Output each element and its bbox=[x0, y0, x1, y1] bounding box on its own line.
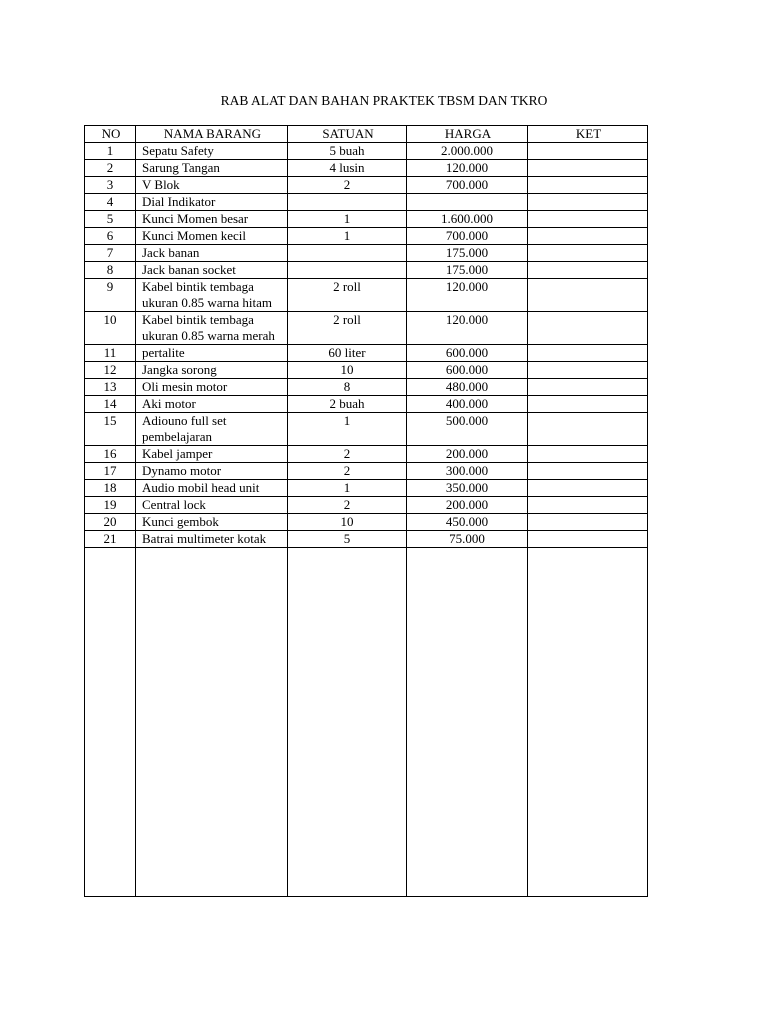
cell-ket bbox=[528, 362, 648, 379]
cell-harga: 500.000 bbox=[407, 413, 528, 446]
cell-ket bbox=[528, 245, 648, 262]
cell-satuan bbox=[288, 245, 407, 262]
header-no: NO bbox=[85, 126, 136, 143]
cell-satuan: 2 roll bbox=[288, 312, 407, 345]
document-title: RAB ALAT DAN BAHAN PRAKTEK TBSM DAN TKRO bbox=[220, 93, 548, 108]
cell-satuan: 1 bbox=[288, 211, 407, 228]
cell-nama-barang: Audio mobil head unit bbox=[136, 480, 288, 497]
cell-no: 15 bbox=[85, 413, 136, 446]
cell-ket bbox=[528, 279, 648, 312]
cell-no: 5 bbox=[85, 211, 136, 228]
table-row bbox=[85, 497, 648, 514]
cell-harga: 200.000 bbox=[407, 497, 528, 514]
table-header-row bbox=[85, 126, 648, 143]
cell-ket bbox=[528, 497, 648, 514]
cell-harga: 2.000.000 bbox=[407, 143, 528, 160]
table-row bbox=[85, 143, 648, 160]
cell-satuan bbox=[288, 194, 407, 211]
cell-harga: 200.000 bbox=[407, 446, 528, 463]
table-row bbox=[85, 177, 648, 194]
cell-ket bbox=[528, 228, 648, 245]
cell-harga: 175.000 bbox=[407, 262, 528, 279]
header-satuan: SATUAN bbox=[288, 126, 407, 143]
header-ket: KET bbox=[528, 126, 648, 143]
cell-no: 9 bbox=[85, 279, 136, 312]
cell-ket bbox=[528, 143, 648, 160]
table-row bbox=[85, 531, 648, 548]
cell-satuan: 60 liter bbox=[288, 345, 407, 362]
cell-harga: 700.000 bbox=[407, 228, 528, 245]
cell-harga: 480.000 bbox=[407, 379, 528, 396]
cell-satuan bbox=[288, 262, 407, 279]
table-row bbox=[85, 245, 648, 262]
cell-satuan: 10 bbox=[288, 362, 407, 379]
cell-harga: 120.000 bbox=[407, 279, 528, 312]
cell-nama-barang: Dial Indikator bbox=[136, 194, 288, 211]
cell-nama-barang: Jack banan bbox=[136, 245, 288, 262]
cell-no: 12 bbox=[85, 362, 136, 379]
table-row bbox=[85, 279, 648, 312]
cell-no: 19 bbox=[85, 497, 136, 514]
cell-nama-barang: Oli mesin motor bbox=[136, 379, 288, 396]
cell-harga: 120.000 bbox=[407, 312, 528, 345]
cell-no: 4 bbox=[85, 194, 136, 211]
cell-ket bbox=[528, 396, 648, 413]
cell-nama-barang: Central lock bbox=[136, 497, 288, 514]
cell-satuan: 2 bbox=[288, 463, 407, 480]
cell-nama-barang: Jack banan socket bbox=[136, 262, 288, 279]
cell-nama-barang: Kabel jamper bbox=[136, 446, 288, 463]
cell-ket bbox=[528, 480, 648, 497]
cell-harga: 120.000 bbox=[407, 160, 528, 177]
cell-nama-barang: V Blok bbox=[136, 177, 288, 194]
cell-ket bbox=[528, 345, 648, 362]
cell-satuan: 8 bbox=[288, 379, 407, 396]
cell-satuan: 2 roll bbox=[288, 279, 407, 312]
cell-satuan: 4 lusin bbox=[288, 160, 407, 177]
cell-ket bbox=[528, 514, 648, 531]
cell-satuan: 2 buah bbox=[288, 396, 407, 413]
empty-cell bbox=[407, 548, 528, 897]
empty-row bbox=[85, 548, 648, 897]
budget-table bbox=[84, 125, 648, 897]
table-row bbox=[85, 194, 648, 211]
cell-satuan: 2 bbox=[288, 446, 407, 463]
header-harga: HARGA bbox=[407, 126, 528, 143]
cell-no: 2 bbox=[85, 160, 136, 177]
cell-nama-barang: Kunci Momen besar bbox=[136, 211, 288, 228]
cell-ket bbox=[528, 211, 648, 228]
cell-harga: 300.000 bbox=[407, 463, 528, 480]
cell-harga: 700.000 bbox=[407, 177, 528, 194]
cell-satuan: 2 bbox=[288, 497, 407, 514]
table-row bbox=[85, 480, 648, 497]
cell-satuan: 1 bbox=[288, 228, 407, 245]
cell-nama-barang: Kabel bintik tembaga ukuran 0.85 warna merah bbox=[136, 312, 288, 345]
cell-harga: 75.000 bbox=[407, 531, 528, 548]
cell-no: 10 bbox=[85, 312, 136, 345]
cell-nama-barang: Adiouno full set pembelajaran bbox=[136, 413, 288, 446]
table-body bbox=[85, 143, 648, 897]
table-row bbox=[85, 211, 648, 228]
cell-nama-barang: Kabel bintik tembaga ukuran 0.85 warna hitam bbox=[136, 279, 288, 312]
table-row bbox=[85, 362, 648, 379]
table-row bbox=[85, 413, 648, 446]
cell-no: 16 bbox=[85, 446, 136, 463]
cell-ket bbox=[528, 194, 648, 211]
cell-nama-barang: Batrai multimeter kotak bbox=[136, 531, 288, 548]
cell-no: 17 bbox=[85, 463, 136, 480]
empty-cell bbox=[85, 548, 136, 897]
empty-cell bbox=[288, 548, 407, 897]
cell-nama-barang: Sepatu Safety bbox=[136, 143, 288, 160]
table-row bbox=[85, 379, 648, 396]
cell-nama-barang: Aki motor bbox=[136, 396, 288, 413]
cell-satuan: 2 bbox=[288, 177, 407, 194]
table-row bbox=[85, 312, 648, 345]
table-row bbox=[85, 396, 648, 413]
table-row bbox=[85, 160, 648, 177]
cell-ket bbox=[528, 177, 648, 194]
cell-satuan: 1 bbox=[288, 480, 407, 497]
table-row bbox=[85, 463, 648, 480]
cell-nama-barang: Kunci Momen kecil bbox=[136, 228, 288, 245]
cell-no: 7 bbox=[85, 245, 136, 262]
cell-satuan: 10 bbox=[288, 514, 407, 531]
cell-harga: 450.000 bbox=[407, 514, 528, 531]
cell-satuan: 1 bbox=[288, 413, 407, 446]
cell-harga bbox=[407, 194, 528, 211]
cell-harga: 350.000 bbox=[407, 480, 528, 497]
empty-cell bbox=[528, 548, 648, 897]
cell-no: 6 bbox=[85, 228, 136, 245]
cell-nama-barang: Dynamo motor bbox=[136, 463, 288, 480]
cell-harga: 400.000 bbox=[407, 396, 528, 413]
cell-no: 20 bbox=[85, 514, 136, 531]
cell-ket bbox=[528, 413, 648, 446]
cell-nama-barang: Sarung Tangan bbox=[136, 160, 288, 177]
cell-no: 21 bbox=[85, 531, 136, 548]
cell-no: 1 bbox=[85, 143, 136, 160]
cell-satuan: 5 buah bbox=[288, 143, 407, 160]
cell-harga: 1.600.000 bbox=[407, 211, 528, 228]
cell-ket bbox=[528, 262, 648, 279]
cell-no: 11 bbox=[85, 345, 136, 362]
cell-satuan: 5 bbox=[288, 531, 407, 548]
cell-nama-barang: Jangka sorong bbox=[136, 362, 288, 379]
cell-harga: 175.000 bbox=[407, 245, 528, 262]
table-row bbox=[85, 446, 648, 463]
cell-no: 13 bbox=[85, 379, 136, 396]
cell-ket bbox=[528, 312, 648, 345]
cell-no: 14 bbox=[85, 396, 136, 413]
table-row bbox=[85, 262, 648, 279]
header-nama-barang: NAMA BARANG bbox=[136, 126, 288, 143]
cell-nama-barang: pertalite bbox=[136, 345, 288, 362]
cell-ket bbox=[528, 379, 648, 396]
cell-no: 18 bbox=[85, 480, 136, 497]
cell-ket bbox=[528, 160, 648, 177]
cell-harga: 600.000 bbox=[407, 362, 528, 379]
cell-nama-barang: Kunci gembok bbox=[136, 514, 288, 531]
cell-harga: 600.000 bbox=[407, 345, 528, 362]
table-row bbox=[85, 228, 648, 245]
cell-ket bbox=[528, 446, 648, 463]
table-row bbox=[85, 345, 648, 362]
cell-no: 3 bbox=[85, 177, 136, 194]
empty-cell bbox=[136, 548, 288, 897]
cell-ket bbox=[528, 463, 648, 480]
table-row bbox=[85, 514, 648, 531]
cell-no: 8 bbox=[85, 262, 136, 279]
cell-ket bbox=[528, 531, 648, 548]
